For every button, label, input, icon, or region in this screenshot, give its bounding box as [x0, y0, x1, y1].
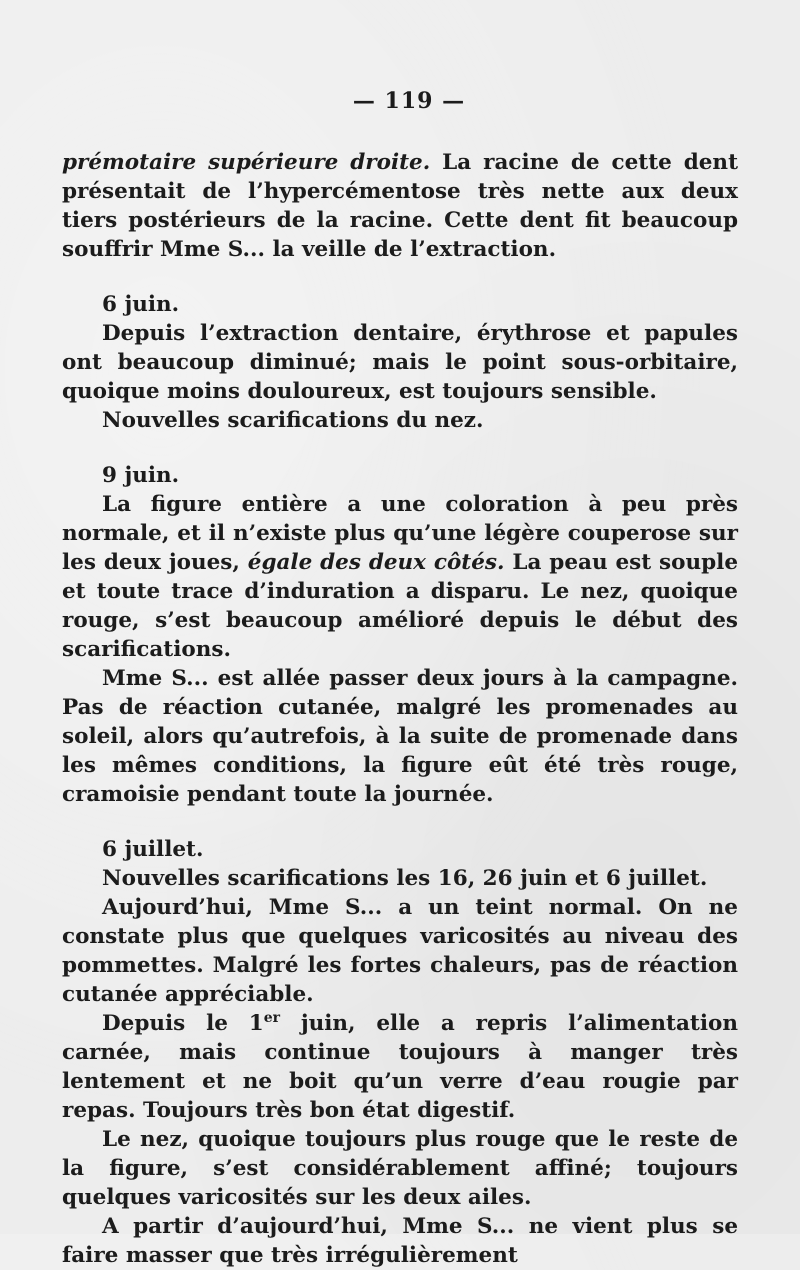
paragraph-5: Mme S... est allée passer deux jours à la campagne. Pas de réaction cutanée, malgré les promenades au soleil, alors qu’autrefois, à la suite de promenade dans les mêmes conditions, la figure eût été très rouge, cramoisie pendant toute la journée. [62, 666, 738, 807]
date-heading-2: 9 juin. [102, 463, 180, 488]
paragraph-4 [62, 490, 738, 664]
paragraph-8 [62, 1009, 738, 1125]
paragraph-text: La peau est souple et toute trace d’induration a disparu. Le nez, quoique rouge, s’est beaucoup amélioré depuis le début des scarifications. [62, 550, 738, 662]
superscript: er [263, 1009, 281, 1026]
paragraph-text: La figure entière a une coloration à peu près normale, et il n’existe plus qu’une légère couperose sur les deux joues, [62, 492, 738, 575]
paragraph-text: juin, elle a repris l’alimentation carnée, mais continue toujours à manger très lentement et ne boit qu’un verre d’eau rougie par repas. Toujours très bon état digestif. [62, 1011, 738, 1123]
italic-phrase: égale des deux côtés. [247, 550, 505, 575]
paragraph-1 [62, 148, 738, 264]
paragraph-6: Nouvelles scarifications les 16, 26 juin et 6 juillet. [102, 866, 708, 891]
date-heading-3: 6 juillet. [102, 837, 204, 862]
page-number: — 119 — [352, 88, 466, 114]
paragraph-7: Aujourd’hui, Mme S... a un teint normal. On ne constate plus que quelques varicosités au niveau des pommettes. Malgré les fortes chaleurs, pas de réaction cutanée appréciable. [62, 895, 738, 1007]
paragraph-2: Depuis l’extraction dentaire, érythrose et papules ont beaucoup diminué; mais le point sous-orbitaire, quoique moins douloureux, est toujours sensible. [62, 321, 738, 404]
document-page [62, 88, 738, 1270]
paragraph-10: A partir d’aujourd’hui, Mme S... ne vient plus se faire masser que très irrégulièrement [62, 1214, 738, 1268]
italic-phrase: prémotaire supérieure droite. [62, 150, 431, 175]
paragraph-text: La racine de cette dent présentait de l’hypercémentose très nette aux deux tiers postérieurs de la racine. Cette dent fit beaucoup souffrir Mme S... la veille de l’extraction. [62, 150, 738, 262]
paragraph-text: Depuis le 1 [102, 1011, 264, 1036]
body-text [62, 148, 738, 1270]
paragraph-9: Le nez, quoique toujours plus rouge que le reste de la figure, s’est considérablement affiné; toujours quelques varicosités sur les deux ailes. [62, 1127, 738, 1210]
paragraph-3: Nouvelles scarifications du nez. [102, 408, 484, 433]
date-heading-1: 6 juin. [102, 292, 180, 317]
